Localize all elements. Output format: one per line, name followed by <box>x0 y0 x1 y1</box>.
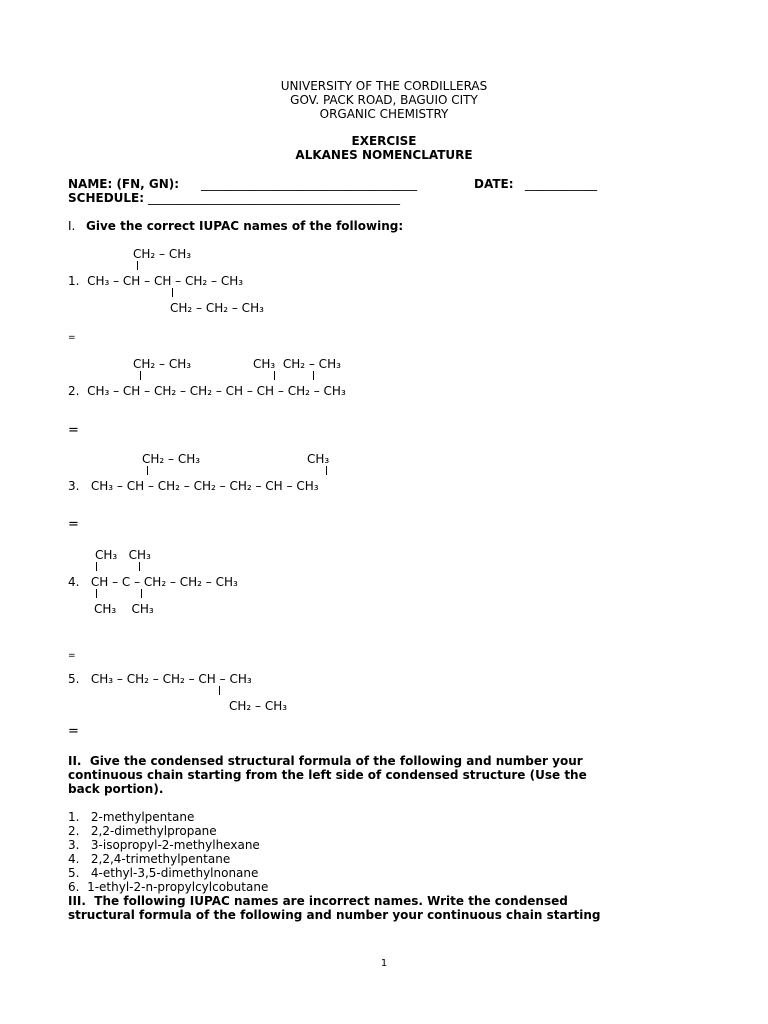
item4-answer[interactable]: = <box>68 651 76 661</box>
bond-line <box>274 371 275 380</box>
part1-numeral: I. <box>68 219 76 233</box>
item4-main-chain: 4. CH – C – CH₂ – CH₂ – CH₃ <box>68 575 238 589</box>
item1-top-branch: CH₂ – CH₃ <box>133 247 192 261</box>
schedule-field-label: SCHEDULE: <box>68 191 145 205</box>
bond-line <box>147 466 148 475</box>
schedule-field-blank[interactable]: __________________________________________ <box>148 191 400 205</box>
bond-line <box>139 562 140 571</box>
university-name: UNIVERSITY OF THE CORDILLERAS <box>280 79 488 93</box>
bond-line <box>219 686 220 695</box>
item3-main-chain: 3. CH₃ – CH – CH₂ – CH₂ – CH₂ – CH – CH₃ <box>68 479 319 493</box>
bond-line <box>96 562 97 571</box>
university-address: GOV. PACK ROAD, BAGUIO CITY <box>290 93 478 107</box>
item2-answer[interactable]: = <box>68 423 79 438</box>
list-item: 6. 1-ethyl-2-n-propylcylcobutane <box>68 880 269 894</box>
part1-instruction: Give the correct IUPAC names of the following: <box>86 219 404 233</box>
item1-answer[interactable]: = <box>68 333 76 343</box>
part2-instruction-line3: back portion). <box>68 782 164 796</box>
date-field-blank[interactable]: ____________ <box>525 177 597 191</box>
item4-bottom-branches: CH₃ CH₃ <box>94 602 154 616</box>
item2-top-branch-right: CH₃ CH₂ – CH₃ <box>253 357 341 371</box>
bond-line <box>96 589 97 598</box>
bond-line <box>137 261 138 270</box>
part3-instruction-line2: structural formula of the following and number your continuous chain starting <box>68 908 601 922</box>
bond-line <box>141 589 142 598</box>
bond-line <box>326 466 327 475</box>
course-title: ORGANIC CHEMISTRY <box>319 107 449 121</box>
date-field-label: DATE: <box>474 177 514 191</box>
item3-answer[interactable]: = <box>68 517 79 532</box>
name-field-label: NAME: (FN, GN): <box>68 177 180 191</box>
item5-main-chain: 5. CH₃ – CH₂ – CH₂ – CH – CH₃ <box>68 672 252 686</box>
bond-line <box>313 371 314 380</box>
item4-top-branches: CH₃ CH₃ <box>95 548 151 562</box>
item1-main-chain: 1. CH₃ – CH – CH – CH₂ – CH₃ <box>68 274 244 288</box>
list-item: 2. 2,2-dimethylpropane <box>68 824 217 838</box>
name-field-blank[interactable]: ____________________________________ <box>201 177 417 191</box>
item5-bottom-branch: CH₂ – CH₃ <box>229 699 288 713</box>
item2-top-branch-left: CH₂ – CH₃ <box>133 357 192 371</box>
page-number: 1 <box>380 958 388 969</box>
item3-top-branch-left: CH₂ – CH₃ <box>142 452 201 466</box>
list-item: 3. 3-isopropyl-2-methylhexane <box>68 838 260 852</box>
part2-instruction-line2: continuous chain starting from the left side of condensed structure (Use the <box>68 768 587 782</box>
list-item: 5. 4-ethyl-3,5-dimethylnonane <box>68 866 259 880</box>
item2-main-chain: 2. CH₃ – CH – CH₂ – CH₂ – CH – CH – CH₂ – CH₃ <box>68 384 346 398</box>
exercise-title: EXERCISE <box>351 134 417 148</box>
list-item: 4. 2,2,4-trimethylpentane <box>68 852 231 866</box>
part2-instruction-line1: II. Give the condensed structural formula of the following and number your <box>68 754 583 768</box>
part3-instruction-line1: III. The following IUPAC names are incorrect names. Write the condensed <box>68 894 568 908</box>
list-item: 1. 2-methylpentane <box>68 810 195 824</box>
item3-top-branch-right: CH₃ <box>307 452 330 466</box>
item5-answer[interactable]: = <box>68 724 79 739</box>
topic-title: ALKANES NOMENCLATURE <box>295 148 473 162</box>
item1-bottom-branch: CH₂ – CH₂ – CH₃ <box>170 301 264 315</box>
bond-line <box>140 371 141 380</box>
bond-line <box>172 288 173 297</box>
